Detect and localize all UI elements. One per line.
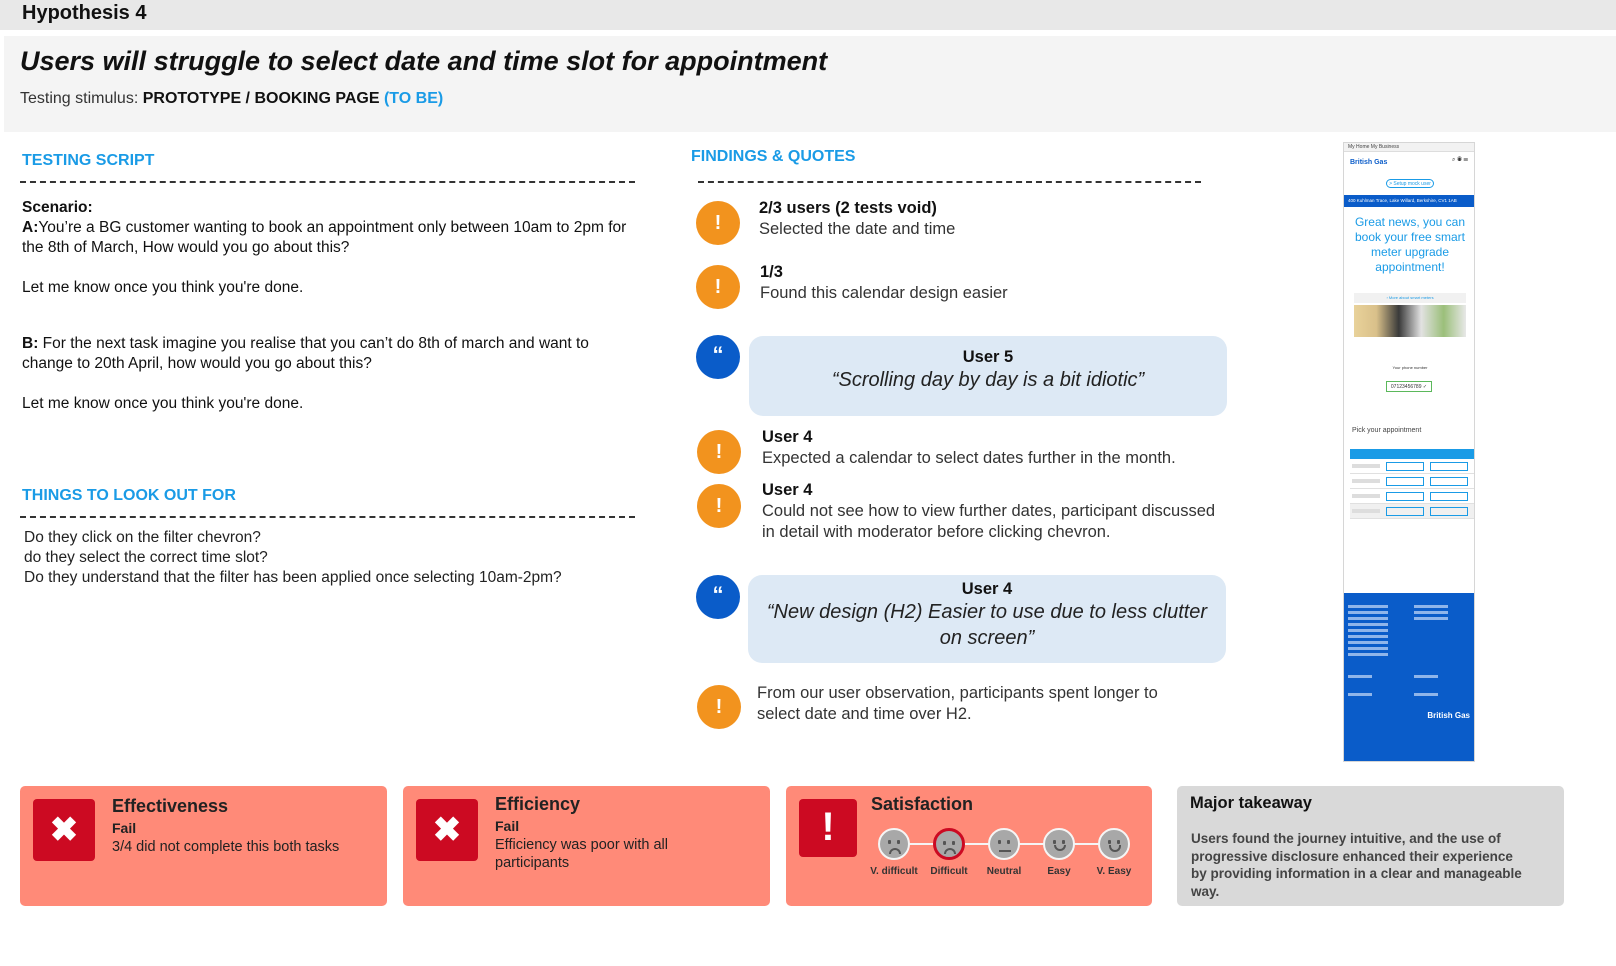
quote-user: User 5	[962, 348, 1014, 366]
finding-text: Found this calendar design easier	[760, 284, 1008, 302]
card-status: Fail	[495, 818, 520, 834]
smart-meter-image	[1354, 305, 1466, 337]
british-gas-logo: British Gas	[1350, 159, 1388, 166]
finding-item	[762, 427, 1176, 469]
quote-card	[749, 336, 1227, 416]
task-a-done: Let me know once you think you're done.	[22, 279, 304, 296]
finding-item	[760, 262, 1008, 304]
finding-text: Selected the date and time	[759, 220, 956, 238]
warning-icon: !	[697, 430, 741, 474]
very-easy-face-icon	[1098, 828, 1130, 860]
scale-label: V. difficult	[870, 866, 918, 877]
task-b-text: For the next task imagine you realise that you can’t do 8th of march and want to change to 20th April, how would you go about this?	[22, 335, 589, 372]
scale-label: Easy	[1047, 866, 1071, 877]
lookout-title: THINGS TO LOOK OUT FOR	[22, 487, 236, 504]
phone-field: 07123456789 ✓	[1386, 381, 1432, 392]
warning-icon: !	[696, 201, 740, 245]
nav-icons: ⌕ ◉ ☰	[1452, 157, 1468, 163]
divider	[698, 181, 1201, 183]
smart-meter-link	[1354, 293, 1466, 303]
satisfaction-card	[786, 786, 1152, 906]
finding-heading: 2/3 users (2 tests void)	[759, 199, 937, 217]
divider	[20, 181, 635, 183]
prototype-footer	[1344, 593, 1475, 762]
card-status: Fail	[112, 820, 137, 836]
task-a-text: You’re a BG customer wanting to book an appointment only between 10am to 2pm for the 8th of March, How would you go about this?	[22, 219, 627, 256]
fail-icon: ✖	[33, 799, 95, 861]
quote-text: “New design (H2) Easier to use due to less clutter on screen”	[766, 601, 1208, 649]
takeaway-title: Major takeaway	[1190, 794, 1312, 812]
task-b-label: B:	[22, 335, 39, 352]
prototype-tabs: My Home My Business	[1344, 143, 1474, 152]
warning-icon: !	[697, 685, 741, 729]
lookout-item: Do they understand that the filter has been applied once selecting 10am-2pm?	[24, 569, 562, 586]
finding-item	[757, 683, 1197, 725]
alert-icon: !	[799, 799, 857, 857]
pick-appointment-label: Pick your appointment	[1352, 427, 1422, 434]
finding-text: From our user observation, participants spent longer to select date and time over H2.	[757, 684, 1158, 723]
lookout-list	[24, 528, 644, 588]
finding-text: Could not see how to view further dates, participant discussed in detail with moderator before clicking chevron.	[762, 502, 1216, 541]
effectiveness-card	[20, 786, 387, 906]
finding-heading: 1/3	[760, 263, 783, 281]
task-b-done: Let me know once you think you're done.	[22, 395, 304, 412]
scale-label: Difficult	[930, 866, 968, 877]
takeaway-text: Users found the journey intuitive, and the use of progressive disclosure enhanced their experience by providing information in a clear and manageable way.	[1191, 831, 1522, 899]
finding-text: Expected a calendar to select dates further in the month.	[762, 449, 1176, 467]
scale-label: Neutral	[986, 866, 1022, 877]
finding-heading: User 4	[762, 428, 813, 446]
card-description: Efficiency was poor with all participants	[495, 837, 669, 871]
quote-card	[748, 575, 1226, 663]
card-title: Satisfaction	[871, 794, 974, 814]
card-title: Efficiency	[495, 794, 581, 814]
finding-item	[759, 198, 955, 240]
hypothesis-header	[4, 36, 1616, 132]
quote-user: User 4	[961, 580, 1013, 598]
card-title: Effectiveness	[112, 796, 229, 816]
page-title: Hypothesis 4	[22, 2, 147, 24]
efficiency-card	[403, 786, 770, 906]
hypothesis-statement: Users will struggle to select date and time slot for appointment	[20, 46, 828, 76]
quote-text: “Scrolling day by day is a bit idiotic”	[831, 369, 1145, 391]
divider	[20, 516, 635, 518]
difficult-face-icon	[933, 828, 965, 860]
very-difficult-face-icon	[878, 828, 910, 860]
warning-icon: !	[697, 484, 741, 528]
lookout-item: Do they click on the filter chevron?	[24, 529, 261, 546]
quote-icon: “	[696, 335, 740, 379]
testing-stimulus	[20, 90, 443, 108]
prototype-screenshot	[1343, 142, 1475, 762]
lookout-item: do they select the correct time slot?	[24, 549, 268, 566]
warning-icon: !	[696, 265, 740, 309]
phone-label: Your phone number	[1392, 365, 1428, 370]
testing-script-title: TESTING SCRIPT	[22, 152, 155, 169]
more-link: › More about smart meters	[1386, 295, 1434, 300]
finding-heading: User 4	[762, 481, 813, 499]
quote-icon: “	[696, 575, 740, 619]
finding-item	[762, 480, 1222, 543]
stimulus-label: Testing stimulus:	[20, 90, 139, 107]
findings-title: FINDINGS & QUOTES	[691, 148, 856, 165]
fail-icon: ✖	[416, 799, 478, 861]
footer-logo: British Gas	[1427, 711, 1470, 720]
card-description: 3/4 did not complete this both tasks	[112, 839, 340, 855]
prototype-headline: Great news, you can book your free smart meter upgrade appointment!	[1354, 215, 1466, 274]
neutral-face-icon	[988, 828, 1020, 860]
task-a-label: A:	[22, 219, 39, 236]
satisfaction-scale	[870, 826, 1134, 886]
appointment-grid	[1350, 449, 1474, 533]
address-bar: 400 Kuhlman Trace, Lake Willard, Berkshire, CV1 1AB	[1344, 195, 1475, 207]
easy-face-icon	[1043, 828, 1075, 860]
scenario-label: Scenario:	[22, 199, 93, 216]
setup-mock-user-button: > Setup mock user	[1386, 179, 1434, 188]
scale-label: V. Easy	[1096, 866, 1132, 877]
stimulus-tag: (TO BE)	[383, 90, 444, 107]
testing-script	[22, 198, 642, 434]
major-takeaway-card	[1177, 786, 1564, 906]
stimulus-value: PROTOTYPE / BOOKING PAGE	[142, 90, 380, 107]
top-bar	[0, 0, 1616, 30]
